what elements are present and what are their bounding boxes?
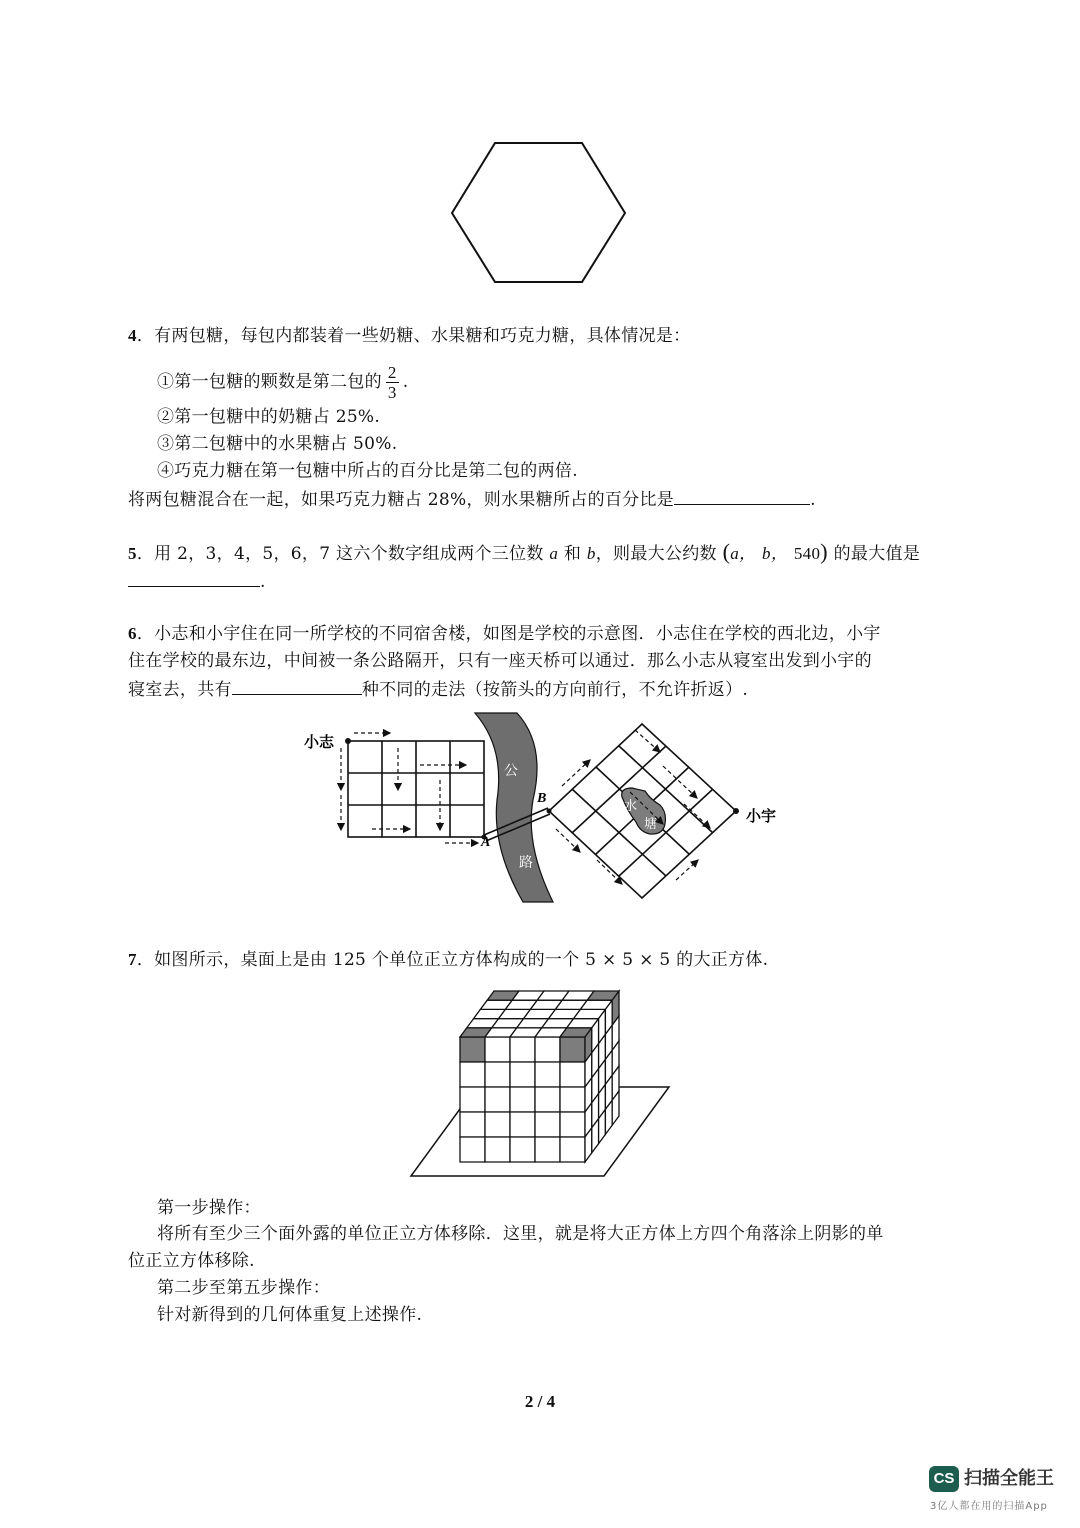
fraction-numerator: 2 [387, 363, 397, 382]
q4-stem: 有两包糖，每包内都装着一些奶糖、水果糖和巧克力糖，具体情况是： [154, 326, 691, 346]
q4-cond1-text: ①第一包糖的颗数是第二包的 [157, 372, 382, 392]
q6-text-1: 小志和小宇住在同一所学校的不同宿舍楼，如图是学校的示意图．小志住在学校的西北边，小宇 [154, 624, 881, 644]
unit-cube-front-face [460, 1112, 485, 1137]
q5-paren-close: ) [820, 539, 828, 564]
q7-step2-text: 针对新得到的几何体重复上述操作. [157, 1305, 423, 1325]
q5-gcd-a: a， [730, 544, 757, 563]
road-char-2: 路 [519, 855, 533, 871]
unit-cube-front-face [510, 1062, 535, 1087]
big-cube [460, 991, 619, 1162]
pond-char-2: 塘 [644, 817, 658, 832]
q7-stem-line: 7．如图所示，桌面上是由 125 个单位正立方体构成的一个 5 × 5 × 5 的大正方体. [128, 950, 769, 970]
unit-cube-front-face [485, 1112, 510, 1137]
scanner-app-tagline: 3亿人都在用的扫描App [930, 1501, 1048, 1512]
unit-cube-front-face [485, 1062, 510, 1087]
q4-stem-line: 4．有两包糖，每包内都装着一些奶糖、水果糖和巧克力糖，具体情况是： [128, 326, 691, 346]
unit-cube-front-face [560, 1112, 585, 1137]
q7-step1-title: 第一步操作： [157, 1198, 261, 1218]
q5-gcd-text: ，则最大公约数 [595, 544, 717, 564]
pond-char-1: 水 [624, 799, 638, 814]
label-xiaozhi: 小志 [304, 733, 335, 751]
label-a: A [481, 835, 491, 850]
q7-stem: 如图所示，桌面上是由 125 个单位正立方体构成的一个 5 × 5 × 5 的大正方体. [154, 950, 769, 970]
unit-cube-front-face [485, 1087, 510, 1112]
fraction-denominator: 3 [387, 383, 397, 402]
q5-paren-open: ( [722, 539, 731, 564]
q7-step2-title: 第二步至第五步操作： [157, 1278, 330, 1298]
unit-cube-front-face [485, 1037, 510, 1062]
q7-step1-line-1: 将所有至少三个面外露的单位正立方体移除．这里，就是将大正方体上方四个角落涂上阴影的单 [157, 1224, 884, 1244]
unit-cube-front-face [560, 1137, 585, 1162]
q5-max-text: 的最大值是 [833, 544, 921, 564]
unit-cube-front-face [560, 1037, 585, 1062]
unit-cube-front-face [510, 1087, 535, 1112]
q6-line-2: 住在学校的最东边，中间被一条公路隔开，只有一座天桥可以通过．那么小志从寝室出发到小宇的 [128, 651, 872, 671]
unit-cube-front-face [535, 1087, 560, 1112]
unit-cube-front-face [510, 1112, 535, 1137]
unit-cube-front-face [535, 1037, 560, 1062]
unit-cube-front-face [535, 1137, 560, 1162]
q5-var-b: b [586, 544, 596, 563]
q6-line-1: 6．小志和小宇住在同一所学校的不同宿舍楼，如图是学校的示意图．小志住在学校的西北边，小宇 [128, 624, 881, 644]
label-b: B [537, 791, 547, 806]
q6-text-3b: 种不同的走法（按箭头的方向前行，不允许折返）. [361, 680, 749, 700]
scanner-app-name: 扫描全能王 [964, 1468, 1054, 1489]
unit-cube-front-face [485, 1137, 510, 1162]
q5-text-a: 用 2，3，4，5，6，7 这六个数字组成两个三位数 [154, 544, 544, 564]
unit-cube-front-face [510, 1037, 535, 1062]
q4-number: 4 [128, 326, 137, 345]
q4-ask: 将两包糖混合在一起，如果巧克力糖占 28%，则水果糖所占的百分比是 [128, 490, 675, 510]
unit-cube-front-face [535, 1062, 560, 1087]
q5-and: 和 [563, 544, 582, 564]
unit-cube-front-face [560, 1087, 585, 1112]
q5-line-1: 5．用 2，3，4，5，6，7 这六个数字组成两个三位数 a 和 b，则最大公约数 (a， b， 540) 的最大值是 [128, 539, 921, 564]
q5-number: 5 [128, 544, 137, 563]
q4-condition-4: ④巧克力糖在第一包糖中所占的百分比是第二包的两倍. [157, 461, 578, 481]
q4-condition-3: ③第二包糖中的水果糖占 50%. [157, 434, 398, 454]
unit-cube-front-face [460, 1062, 485, 1087]
unit-cube-front-face [460, 1137, 485, 1162]
unit-cube-front-face [460, 1087, 485, 1112]
q5-end: . [260, 572, 266, 592]
page-number: 2 / 4 [524, 1392, 556, 1411]
q6-number: 6 [128, 624, 137, 643]
unit-cube-front-face [560, 1062, 585, 1087]
q4-cond1-end: . [402, 372, 409, 392]
q5-gcd-num: 540 [793, 544, 821, 563]
unit-cube-front-face [535, 1112, 560, 1137]
q7-number: 7 [128, 950, 137, 969]
road-char-1: 公 [504, 763, 518, 779]
q5-gcd-b: b， [762, 544, 789, 563]
q7-step1-line-2: 位正立方体移除. [128, 1251, 255, 1271]
q4-condition-2: ②第一包糖中的奶糖占 25%. [157, 407, 381, 427]
q6-text-3a: 寝室去，共有 [128, 680, 232, 700]
unit-cube-front-face [510, 1137, 535, 1162]
q5-var-a: a [549, 544, 559, 563]
unit-cube-front-face [460, 1037, 485, 1062]
scanner-app-logo: CS [929, 1466, 959, 1492]
label-xiaoyu: 小宇 [746, 807, 777, 825]
q4-ask-end: . [810, 490, 816, 510]
